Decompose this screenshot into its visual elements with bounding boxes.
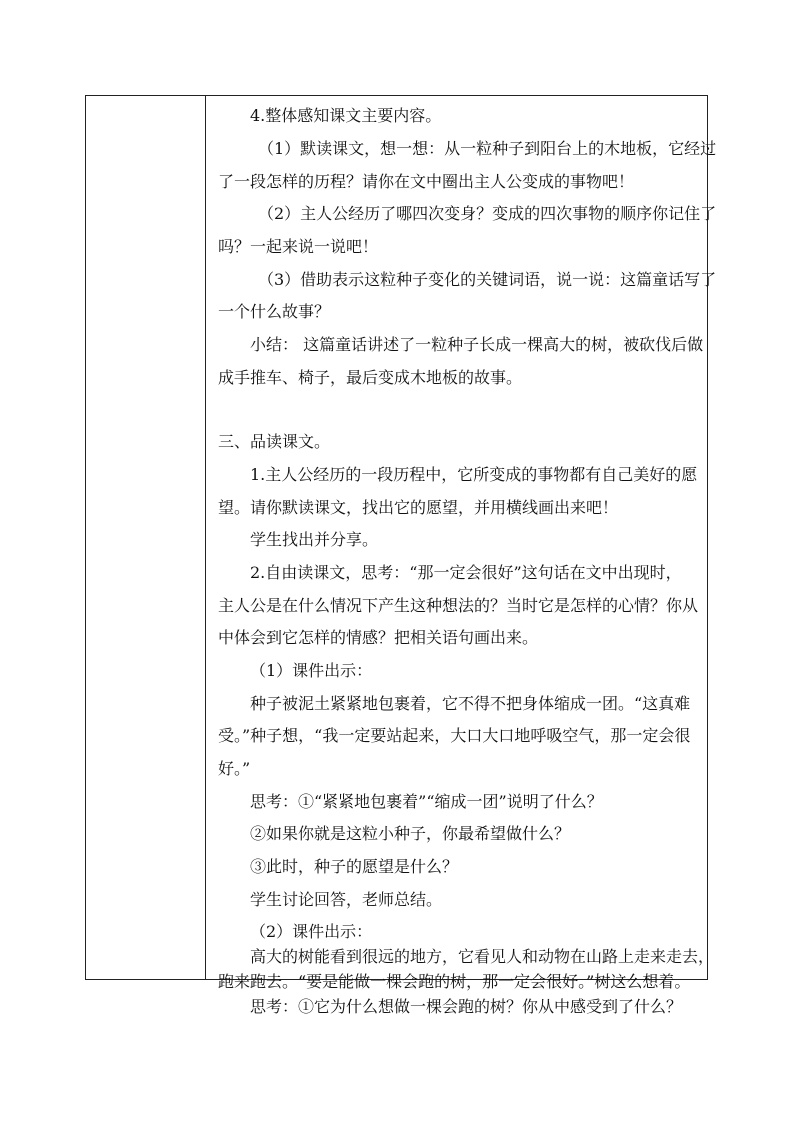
text-line: 4.整体感知课文主要内容。 (250, 106, 442, 125)
text-line: 种子被泥土紧紧地包裹着，它不得不把身体缩成一团。“这真难 (250, 694, 691, 713)
text-line: 中体会到它怎样的情感？把相关语句画出来。 (218, 628, 539, 647)
left-column-cell (86, 96, 206, 979)
text-line: 一个什么故事？ (218, 302, 331, 321)
text-line: 了一段怎样的历程？请你在文中圈出主人公变成的事物吧！ (218, 172, 635, 191)
text-line: （2）主人公经历了哪四次变身？变成的四次事物的顺序你记住了 (258, 204, 717, 223)
text-line: 主人公是在什么情况下产生这种想法的？当时它是怎样的心情？你从 (218, 596, 699, 615)
text-line: （1）默读课文，想一想：从一粒种子到阳台上的木地板，它经过 (258, 139, 717, 158)
text-line: 1.主人公经历的一段历程中，它所变成的事物都有自己美好的愿 (250, 465, 698, 484)
text-line: 思考：①“紧紧地包裹着”“缩成一团”说明了什么？ (250, 792, 603, 811)
lesson-table (85, 95, 717, 1016)
text-line: ③此时，种子的愿望是什么？ (250, 857, 459, 876)
text-line: 望。请你默读课文，找出它的愿望，并用横线画出来吧！ (218, 498, 619, 517)
text-line: 小结： 这篇童话讲述了一粒种子长成一棵高大的树，被砍伐后做 (250, 335, 704, 354)
text-line: 学生讨论回答，老师总结。 (250, 890, 443, 909)
text-line: 2.自由读课文，思考：“那一定会很好”这句话在文中出现时， (250, 563, 682, 582)
text-line: 高大的树能看到很远的地方，它看见人和动物在山路上走来走去， (250, 947, 715, 966)
text-line: 成手推车、椅子，最后变成木地板的故事。 (218, 368, 523, 387)
text-line: 学生找出并分享。 (250, 530, 379, 549)
text-line: 跑来跑去。“要是能做一棵会跑的树，那一定会很好。”树这么想着。 (218, 972, 691, 991)
text-line: 受。”种子想，“我一定要站起来，大口大口地呼吸空气，那一定会很 (218, 726, 691, 745)
text-line: 好。” (218, 759, 251, 778)
text-line: 思考：①它为什么想做一棵会跑的树？你从中感受到了什么？ (250, 997, 683, 1016)
text-line: ②如果你就是这粒小种子，你最希望做什么？ (250, 824, 571, 843)
section-heading: 三、品读课文。 (218, 432, 331, 451)
lesson-content-cell (206, 96, 717, 1016)
text-line: （2）课件出示： (250, 922, 373, 941)
text-line: （1）课件出示： (250, 661, 373, 680)
text-line: 吗？一起来说一说吧！ (218, 237, 379, 256)
text-line: （3）借助表示这粒种子变化的关键词语，说一说：这篇童话写了 (258, 270, 717, 289)
